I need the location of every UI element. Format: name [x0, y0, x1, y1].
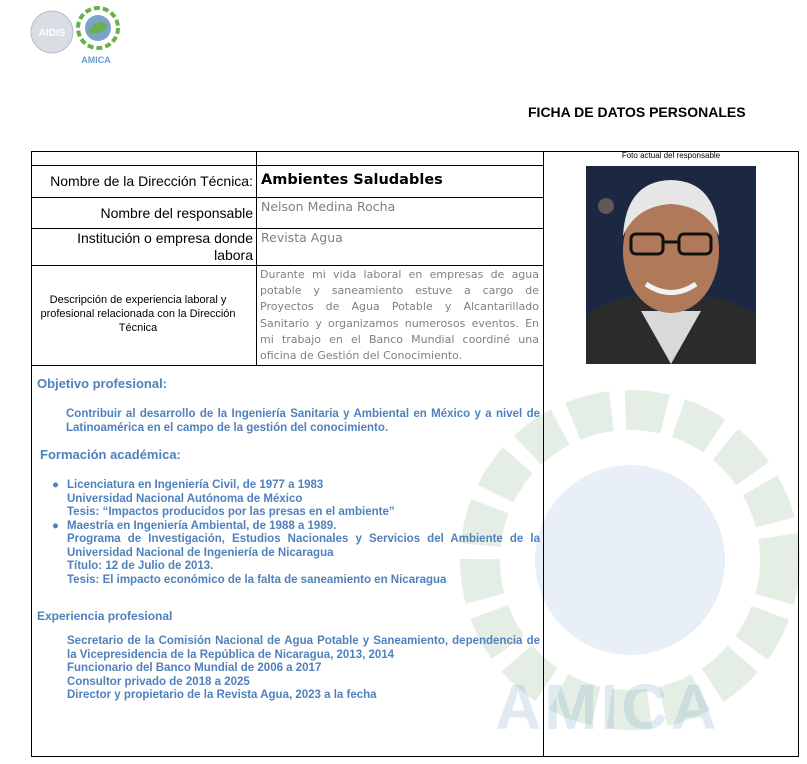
experiencia-list — [67, 635, 540, 703]
table-border-right — [798, 151, 799, 756]
objetivo-text: Contribuir al desarrollo de la Ingeniería Sanitaria y Ambiental en México y a nivel de Latinoamérica en el campo de la gestión del conocimiento. — [66, 408, 540, 434]
formacion-line: Universidad Nacional Autónoma de México — [67, 492, 303, 505]
direccion-label: Nombre de la Dirección Técnica: — [50, 173, 253, 189]
formacion-list — [52, 479, 540, 587]
responsable-value: Nelson Medina Rocha — [261, 199, 396, 214]
bullet-icon: ● — [52, 519, 59, 532]
experiencia-heading: Experiencia profesional — [37, 609, 173, 623]
formacion-item — [52, 519, 540, 588]
amica-logo-text: AMICA — [81, 55, 111, 65]
bullet-icon: ● — [52, 479, 59, 491]
table-border-bottom — [31, 756, 799, 757]
experiencia-line: Director y propietario de la Revista Agua, 2023 a la fecha — [67, 689, 377, 701]
objetivo-heading: Objetivo profesional: — [37, 376, 168, 391]
experiencia-line: Consultor privado de 2018 a 2025 — [67, 675, 250, 688]
experiencia-line: Funcionario del Banco Mundial de 2006 a 2017 — [67, 662, 322, 674]
formacion-line: Maestría en Ingeniería Ambiental, de 1988 a 1989. — [67, 519, 337, 532]
institucion-value: Revista Agua — [261, 230, 343, 245]
institucion-label: Institución o empresa donde labora — [77, 230, 253, 263]
table-line — [31, 228, 544, 229]
direccion-value: Ambientes Saludables — [261, 172, 443, 188]
table-line — [31, 197, 544, 198]
aidis-amica-logo — [30, 6, 125, 66]
watermark-text: AMICA — [495, 671, 720, 743]
table-line — [31, 365, 544, 366]
responsable-label: Nombre del responsable — [100, 205, 253, 221]
table-border-left — [31, 151, 32, 756]
formacion-line: Tesis: El impacto económico de la falta de saneamiento en Nicaragua — [67, 573, 447, 586]
formacion-line: Programa de Investigación, Estudios Nacionales y Servicios del Ambiente de la Universidad Nacional de Ingeniería de Nicaragua — [67, 533, 540, 559]
formacion-heading: Formación académica: — [40, 447, 181, 462]
formacion-line: Licenciatura en Ingeniería Civil, de 1977 a 1983 — [67, 479, 324, 491]
table-line — [31, 265, 544, 266]
table-line — [543, 151, 544, 756]
table-line — [31, 165, 544, 166]
descripcion-label: Descripción de experiencia laboral y profesional relacionada con la Dirección Técnica — [40, 294, 236, 334]
formacion-item — [52, 479, 540, 520]
responsible-photo — [586, 166, 756, 364]
photo-caption: Foto actual del responsable — [621, 151, 721, 160]
aidis-logo-text: AIDIS — [38, 28, 66, 39]
experiencia-line: Secretario de la Comisión Nacional de Agua Potable y Saneamiento, dependencia de la Vicepresidencia de la República de Nicaragua, 2013, 2014 — [67, 635, 540, 661]
formacion-line: Tesis: “Impactos producidos por las presas en el ambiente” — [67, 506, 395, 518]
page-title: FICHA DE DATOS PERSONALES — [528, 104, 746, 120]
descripcion-value: Durante mi vida laboral en empresas de agua potable y saneamiento estuve a cargo de Proyectos de Agua Potable y Alcantarillado Sanitario y organizamos numerosos eventos. En mi trabajo en el Banco Mundial coordiné una oficina de Gestión del Conocimiento. — [260, 268, 539, 363]
formacion-line: Título: 12 de Julio de 2013. — [67, 560, 214, 572]
table-line — [256, 151, 257, 365]
